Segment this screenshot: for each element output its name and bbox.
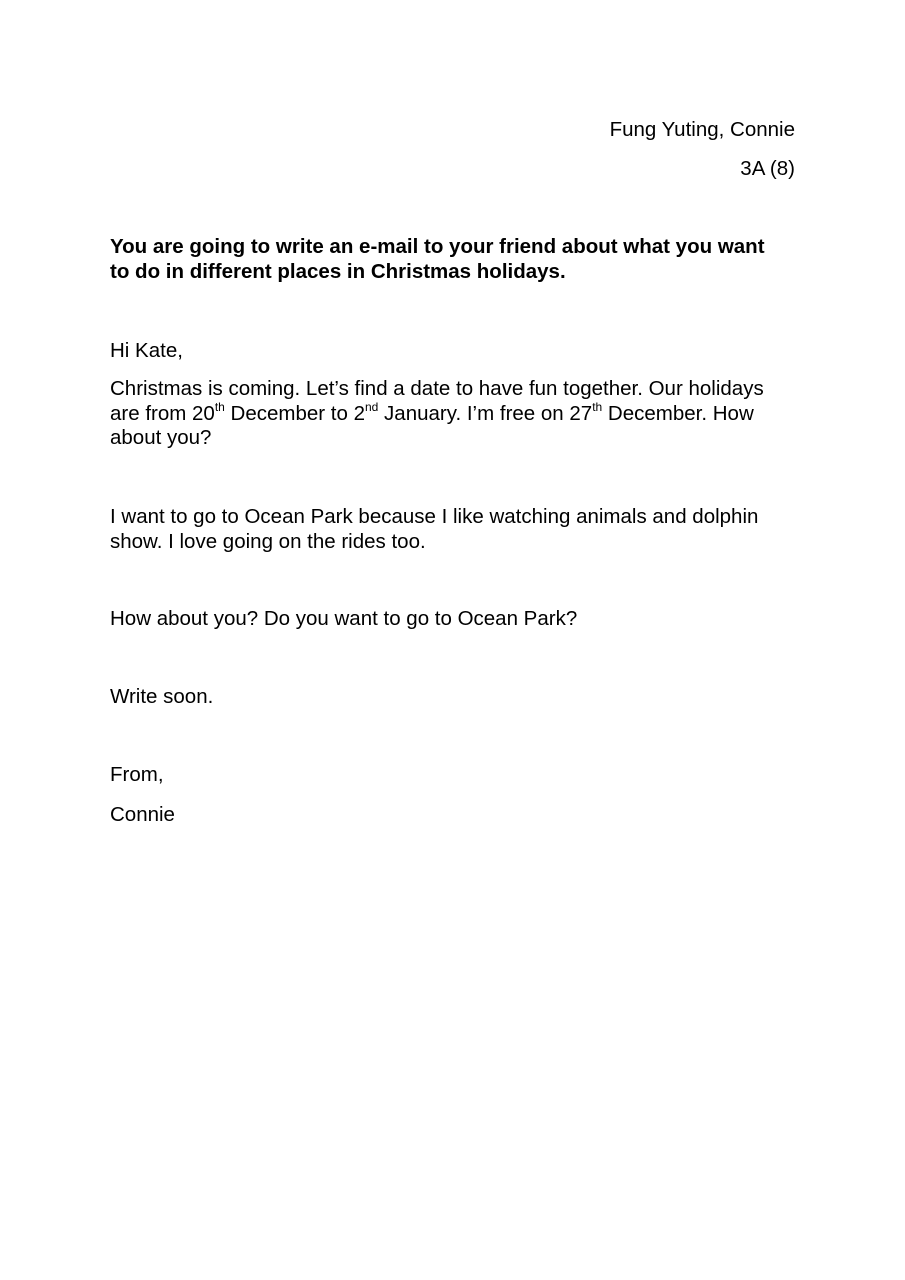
ordinal-suffix: th <box>592 399 603 414</box>
letter-paragraph-2 <box>110 505 805 554</box>
ordinal-suffix: nd <box>365 399 379 414</box>
letter-greeting: Hi Kate, <box>110 339 183 362</box>
letter-closing: Write soon. <box>110 685 214 708</box>
paragraph-line: about you? <box>110 426 212 449</box>
letter-paragraph-1 <box>110 377 805 451</box>
paragraph-line: show. I love going on the rides too. <box>110 529 426 553</box>
letter-signature: Connie <box>110 803 175 826</box>
letter-from: From, <box>110 763 164 786</box>
ordinal-suffix: th <box>214 399 225 414</box>
paragraph-line: I want to go to Ocean Park because I like watching animals and dolphin <box>110 505 759 528</box>
letter-paragraph-3: How about you? Do you want to go to Ocean Park? <box>110 607 578 630</box>
text-run: January. I’m free on 27 <box>378 401 593 425</box>
class-number: 3A (8) <box>740 157 795 180</box>
paragraph-line: Christmas is coming. Let’s find a date to have fun together. Our holidays <box>110 377 764 400</box>
paragraph-line <box>110 399 805 427</box>
task-prompt-line: You are going to write an e-mail to your friend about what you want <box>110 235 765 258</box>
text-run: December. How <box>602 401 754 425</box>
task-prompt-line: to do in different places in Christmas holidays. <box>110 259 566 283</box>
text-run: December to 2 <box>224 401 365 425</box>
student-name: Fung Yuting, Connie <box>609 118 795 141</box>
task-prompt <box>110 235 805 284</box>
text-run: are from 20 <box>110 401 215 425</box>
